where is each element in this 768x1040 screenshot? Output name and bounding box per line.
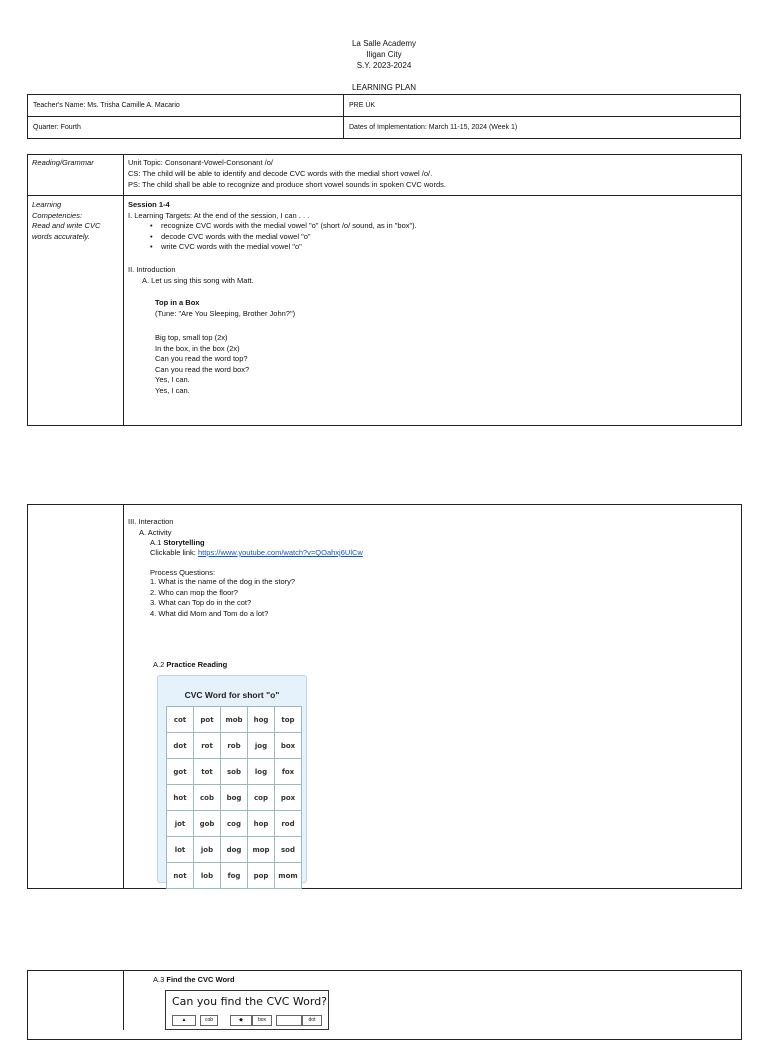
process-questions xyxy=(150,577,295,619)
picture-icon: ▲ xyxy=(172,1015,196,1026)
word-cell: lot xyxy=(167,837,194,863)
word-box: cob xyxy=(200,1015,218,1026)
unit-topic: Unit Topic: Consonant-Vowel-Consonant /o/ xyxy=(128,158,273,167)
introduction-heading: II. Introduction xyxy=(128,265,176,274)
song-tune: (Tune: "Are You Sleeping, Brother John?") xyxy=(155,309,296,318)
list-item: 1. What is the name of the dog in the story? xyxy=(150,577,296,586)
word-cell: dog xyxy=(221,837,248,863)
word-cell: jot xyxy=(167,811,194,837)
word-cell: cob xyxy=(194,785,221,811)
word-cell: mop xyxy=(248,837,275,863)
interaction-heading: III. Interaction xyxy=(128,517,174,526)
word-cell: jog xyxy=(248,733,275,759)
word-cell: hot xyxy=(167,785,194,811)
word-cell: tot xyxy=(194,759,221,785)
cvc-word-card xyxy=(157,675,307,883)
storytelling-heading: A.1 Storytelling xyxy=(150,538,205,547)
word-cell: gob xyxy=(194,811,221,837)
table-row xyxy=(167,863,302,889)
word-cell: not xyxy=(167,863,194,889)
word-cell: mob xyxy=(221,707,248,733)
session-content xyxy=(128,200,417,253)
implementation-dates: Dates of Implementation: March 11-15, 2024 (Week 1) xyxy=(344,117,741,139)
learning-competencies: Learning Competencies: Read and write CVC words accurately. xyxy=(32,200,101,241)
word-cell: mom xyxy=(275,863,302,889)
picture-box xyxy=(276,1015,302,1026)
subject-label: Reading/Grammar xyxy=(32,158,94,167)
song-title: Top in a Box xyxy=(155,298,200,307)
word-cell: got xyxy=(167,759,194,785)
grade-level: PRE UK xyxy=(344,95,741,117)
list-item: • recognize CVC words with the medial vowel "o" (short /o/ sound, as in "box"). xyxy=(161,221,417,232)
table-row xyxy=(167,785,302,811)
word-cell: cop xyxy=(248,785,275,811)
cvc-word-grid xyxy=(166,706,302,889)
word-cell: pot xyxy=(194,707,221,733)
word-cell: hop xyxy=(248,811,275,837)
word-cell: hog xyxy=(248,707,275,733)
table-row xyxy=(167,733,302,759)
word-cell: pox xyxy=(275,785,302,811)
word-cell: pop xyxy=(248,863,275,889)
table-row xyxy=(167,707,302,733)
worksheet-title: Can you find the CVC Word? xyxy=(172,995,328,1008)
practice-reading-heading: A.2 Practice Reading xyxy=(153,660,228,669)
teacher-name: Teacher's Name: Ms. Trisha Camille A. Macario xyxy=(28,95,344,117)
targets-intro: I. Learning Targets: At the end of the session, I can . . . xyxy=(128,210,310,220)
process-questions-heading: Process Questions: xyxy=(150,568,216,577)
word-cell: fox xyxy=(275,759,302,785)
word-cell: lob xyxy=(194,863,221,889)
word-cell: rod xyxy=(275,811,302,837)
targets-list xyxy=(128,221,417,253)
word-cell: rob xyxy=(221,733,248,759)
word-cell: top xyxy=(275,707,302,733)
word-cell: bog xyxy=(221,785,248,811)
table-row xyxy=(167,759,302,785)
picture-icon: ◆ xyxy=(230,1015,252,1026)
video-link-line: Clickable link: https://www.youtube.com/watch?v=QOahxj6UlCw xyxy=(150,548,363,557)
session-label: Session 1-4 xyxy=(128,200,170,209)
word-box: dot xyxy=(302,1015,322,1026)
word-cell: job xyxy=(194,837,221,863)
word-cell: rot xyxy=(194,733,221,759)
word-cell: cog xyxy=(221,811,248,837)
word-box: box xyxy=(252,1015,272,1026)
word-cell: fog xyxy=(221,863,248,889)
list-item: 2. Who can mop the floor? xyxy=(150,587,238,597)
word-cell: sod xyxy=(275,837,302,863)
document-title: LEARNING PLAN xyxy=(351,83,417,92)
lesson-table-2 xyxy=(27,504,742,889)
song-lyrics: Big top, small top (2x) In the box, in the box (2x) Can you read the word top? Can you read the word box? Yes, I can. Yes, I can. xyxy=(155,333,250,395)
content-standard: CS: The child will be able to identify and decode CVC words with the medial short vowel /o/. xyxy=(128,169,433,178)
table-row xyxy=(167,811,302,837)
table-row xyxy=(167,837,302,863)
lesson-table-3 xyxy=(27,970,742,1040)
word-cell: box xyxy=(275,733,302,759)
video-link[interactable]: https://www.youtube.com/watch?v=QOahxj6UlCw xyxy=(197,548,363,557)
quarter: Quarter: Fourth xyxy=(28,117,344,139)
info-table xyxy=(27,94,741,139)
word-cell: sob xyxy=(221,759,248,785)
list-item: 4. What did Mom and Tom do a lot? xyxy=(150,608,269,618)
school-year: S.Y. 2023-2024 xyxy=(356,61,412,70)
find-cvc-worksheet xyxy=(165,990,329,1030)
card-title: CVC Word for short "o" xyxy=(184,690,280,700)
activity-heading: A. Activity xyxy=(139,528,172,537)
school-name: La Salle Academy xyxy=(351,39,417,48)
find-cvc-heading: A.3 Find the CVC Word xyxy=(153,975,235,984)
introduction-step-a: A. Let us sing this song with Matt. xyxy=(142,276,254,285)
list-item: • decode CVC words with the medial vowel "o" xyxy=(161,232,417,243)
word-cell: log xyxy=(248,759,275,785)
list-item: 3. What can Top do in the cot? xyxy=(150,598,252,608)
city: Iligan City xyxy=(366,50,402,59)
performance-standard: PS: The child shall be able to recognize and produce short vowel sounds in spoken CVC words. xyxy=(128,180,446,189)
word-cell: cot xyxy=(167,707,194,733)
list-item: • write CVC words with the medial vowel "o" xyxy=(161,242,417,253)
word-cell: dot xyxy=(167,733,194,759)
